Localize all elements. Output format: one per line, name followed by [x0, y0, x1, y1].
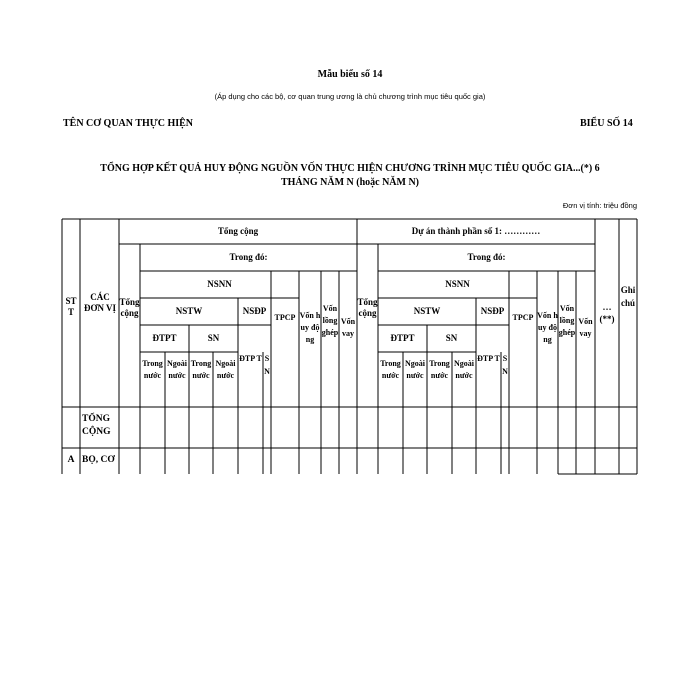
project-sn-foreign-header: Ngoài nước — [454, 359, 474, 380]
nsdp-dtpt-header: ĐTP T — [239, 354, 262, 363]
project-loans-header: Vốn vay — [578, 317, 593, 338]
project-integrated-header: Vốn lồng ghép — [558, 304, 576, 337]
integrated-header: Vốn lồng ghép — [321, 304, 339, 337]
nsnn-header: NSNN — [207, 279, 232, 289]
nsdp-header: NSĐP — [242, 306, 267, 316]
report-title-line-2: THÁNG NĂM N (hoặc NĂM N) — [280, 177, 420, 188]
project-dtpt-foreign-header: Ngoài nước — [405, 359, 425, 380]
sheet-number: BIỂU SỐ 14 — [580, 118, 633, 129]
dtpt-foreign-header: Ngoài nước — [167, 359, 187, 380]
header-notes: Ghi chú — [620, 285, 636, 308]
project-dtpt-header: ĐTPT — [390, 333, 415, 343]
loans-header: Vốn vay — [340, 317, 356, 338]
table-row-a-name: BỘ, CƠ — [82, 455, 115, 465]
nsdp-sn-header: S N — [264, 354, 270, 376]
project-sn-domestic-header: Trong nước — [429, 359, 450, 380]
project-nsdp-dtpt-header: ĐTP T — [477, 354, 500, 363]
dtpt-domestic-header: Trong nước — [142, 359, 163, 380]
total-sum-header: Tổng cộng — [119, 297, 140, 318]
form-number: Mẫu biểu số 14 — [317, 69, 383, 80]
group-project-header: Dự án thành phần số 1: ………… — [411, 226, 541, 236]
mobilized-header: Vốn huy động — [299, 311, 321, 344]
sn-header: SN — [207, 333, 220, 343]
project-total-header: Tổng cộng — [357, 297, 378, 318]
project-dtpt-domestic-header: Trong nước — [380, 359, 401, 380]
header-more: … (**) — [599, 302, 615, 324]
project-sn-header: SN — [445, 333, 458, 343]
project-of-which-header: Trong đó: — [467, 252, 506, 262]
tpcp-header: TPCP — [274, 313, 296, 322]
unit-note: Đơn vị tính: triệu đồng — [562, 201, 637, 210]
header-stt: ST T — [65, 296, 77, 317]
agency-name: TÊN CƠ QUAN THỰC HIỆN — [63, 118, 194, 129]
project-mobilized-header: Vốn huy động — [537, 311, 558, 344]
project-nsdp-sn-header: S N — [502, 354, 508, 376]
project-nsnn-header: NSNN — [445, 279, 470, 289]
table-row-total-name: TỔNG CỘNG — [82, 414, 111, 437]
nstw-header: NSTW — [175, 306, 203, 316]
table-row-a-stt: A — [67, 455, 75, 465]
sn-domestic-header: Trong nước — [190, 359, 212, 380]
project-tpcp-header: TPCP — [512, 313, 534, 322]
header-units: CÁC ĐƠN VỊ — [83, 292, 117, 313]
application-note: (Áp dụng cho các bộ, cơ quan trung ương là chủ chương trình mục tiêu quốc gia) — [214, 92, 486, 101]
sn-foreign-header: Ngoài nước — [215, 359, 236, 380]
of-which-header: Trong đó: — [229, 252, 268, 262]
dtpt-header: ĐTPT — [152, 333, 177, 343]
group-total-header: Tổng cộng — [217, 226, 259, 236]
project-nsdp-header: NSĐP — [480, 306, 505, 316]
report-title-line-1: TỔNG HỢP KẾT QUẢ HUY ĐỘNG NGUỒN VỐN THỰC HIỆN CHƯƠNG TRÌNH MỤC TIÊU QUỐC GIA...(*) 6 — [100, 163, 600, 174]
project-nstw-header: NSTW — [413, 306, 441, 316]
